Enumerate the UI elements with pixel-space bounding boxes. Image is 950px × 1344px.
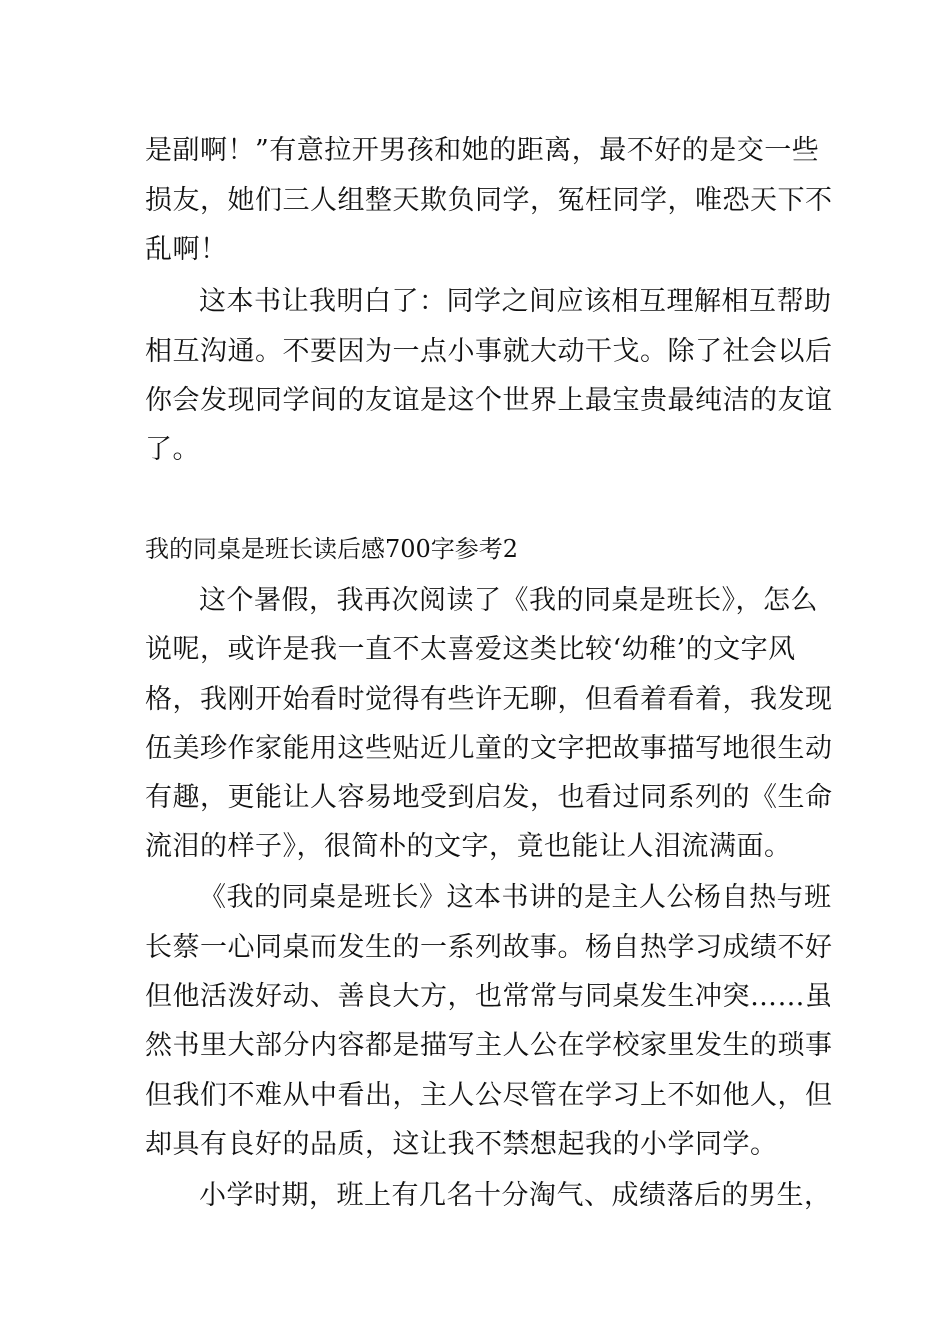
text-line: 相互沟通。不要因为一点小事就大动干戈。除了社会以后 [145, 336, 833, 367]
text-line: 然书里大部分内容都是描写主人公在学校家里发生的琐事 [145, 1030, 833, 1061]
text-line: 有趣，更能让人容易地受到启发，也看过同系列的《生命 [145, 782, 833, 813]
text-line: 损友，她们三人组整天欺负同学，冤枉同学，唯恐天下不 [145, 185, 833, 216]
text-line: 这个暑假，我再次阅读了《我的同桌是班长》，怎么 [199, 585, 818, 616]
text-line: 了。 [145, 434, 200, 465]
text-line: 《我的同桌是班长》这本书讲的是主人公杨自热与班 [199, 882, 832, 913]
text-line: 长蔡一心同桌而发生的一系列故事。杨自热学习成绩不好 [145, 932, 833, 963]
text-line: 但我们不难从中看出，主人公尽管在学习上不如他人，但 [145, 1080, 833, 1111]
text-line: 是副啊！”有意拉开男孩和她的距离，最不好的是交一些 [145, 135, 820, 166]
text-line: 说呢，或许是我一直不太喜爱这类比较‘幼稚’的文字风 [145, 634, 796, 665]
text-line: 这本书让我明白了：同学之间应该相互理解相互帮助 [199, 286, 832, 317]
section-heading: 我的同桌是班长读后感700字参考2 [145, 535, 519, 563]
text-line: 小学时期，班上有几名十分淘气、成绩落后的男生， [199, 1180, 832, 1211]
text-line: 你会发现同学间的友谊是这个世界上最宝贵最纯洁的友谊 [145, 385, 833, 416]
text-line: 格，我刚开始看时觉得有些许无聊，但看着看着，我发现 [145, 684, 833, 715]
text-line: 流泪的样子》，很简朴的文字，竟也能让人泪流满面。 [145, 831, 792, 862]
text-line: 伍美珍作家能用这些贴近儿童的文字把故事描写地很生动 [145, 733, 833, 764]
text-line: 却具有良好的品质，这让我不禁想起我的小学同学。 [145, 1129, 778, 1160]
text-line: 乱啊！ [145, 234, 228, 265]
text-line: 但他活泼好动、善良大方，也常常与同桌发生冲突……虽 [145, 981, 833, 1012]
